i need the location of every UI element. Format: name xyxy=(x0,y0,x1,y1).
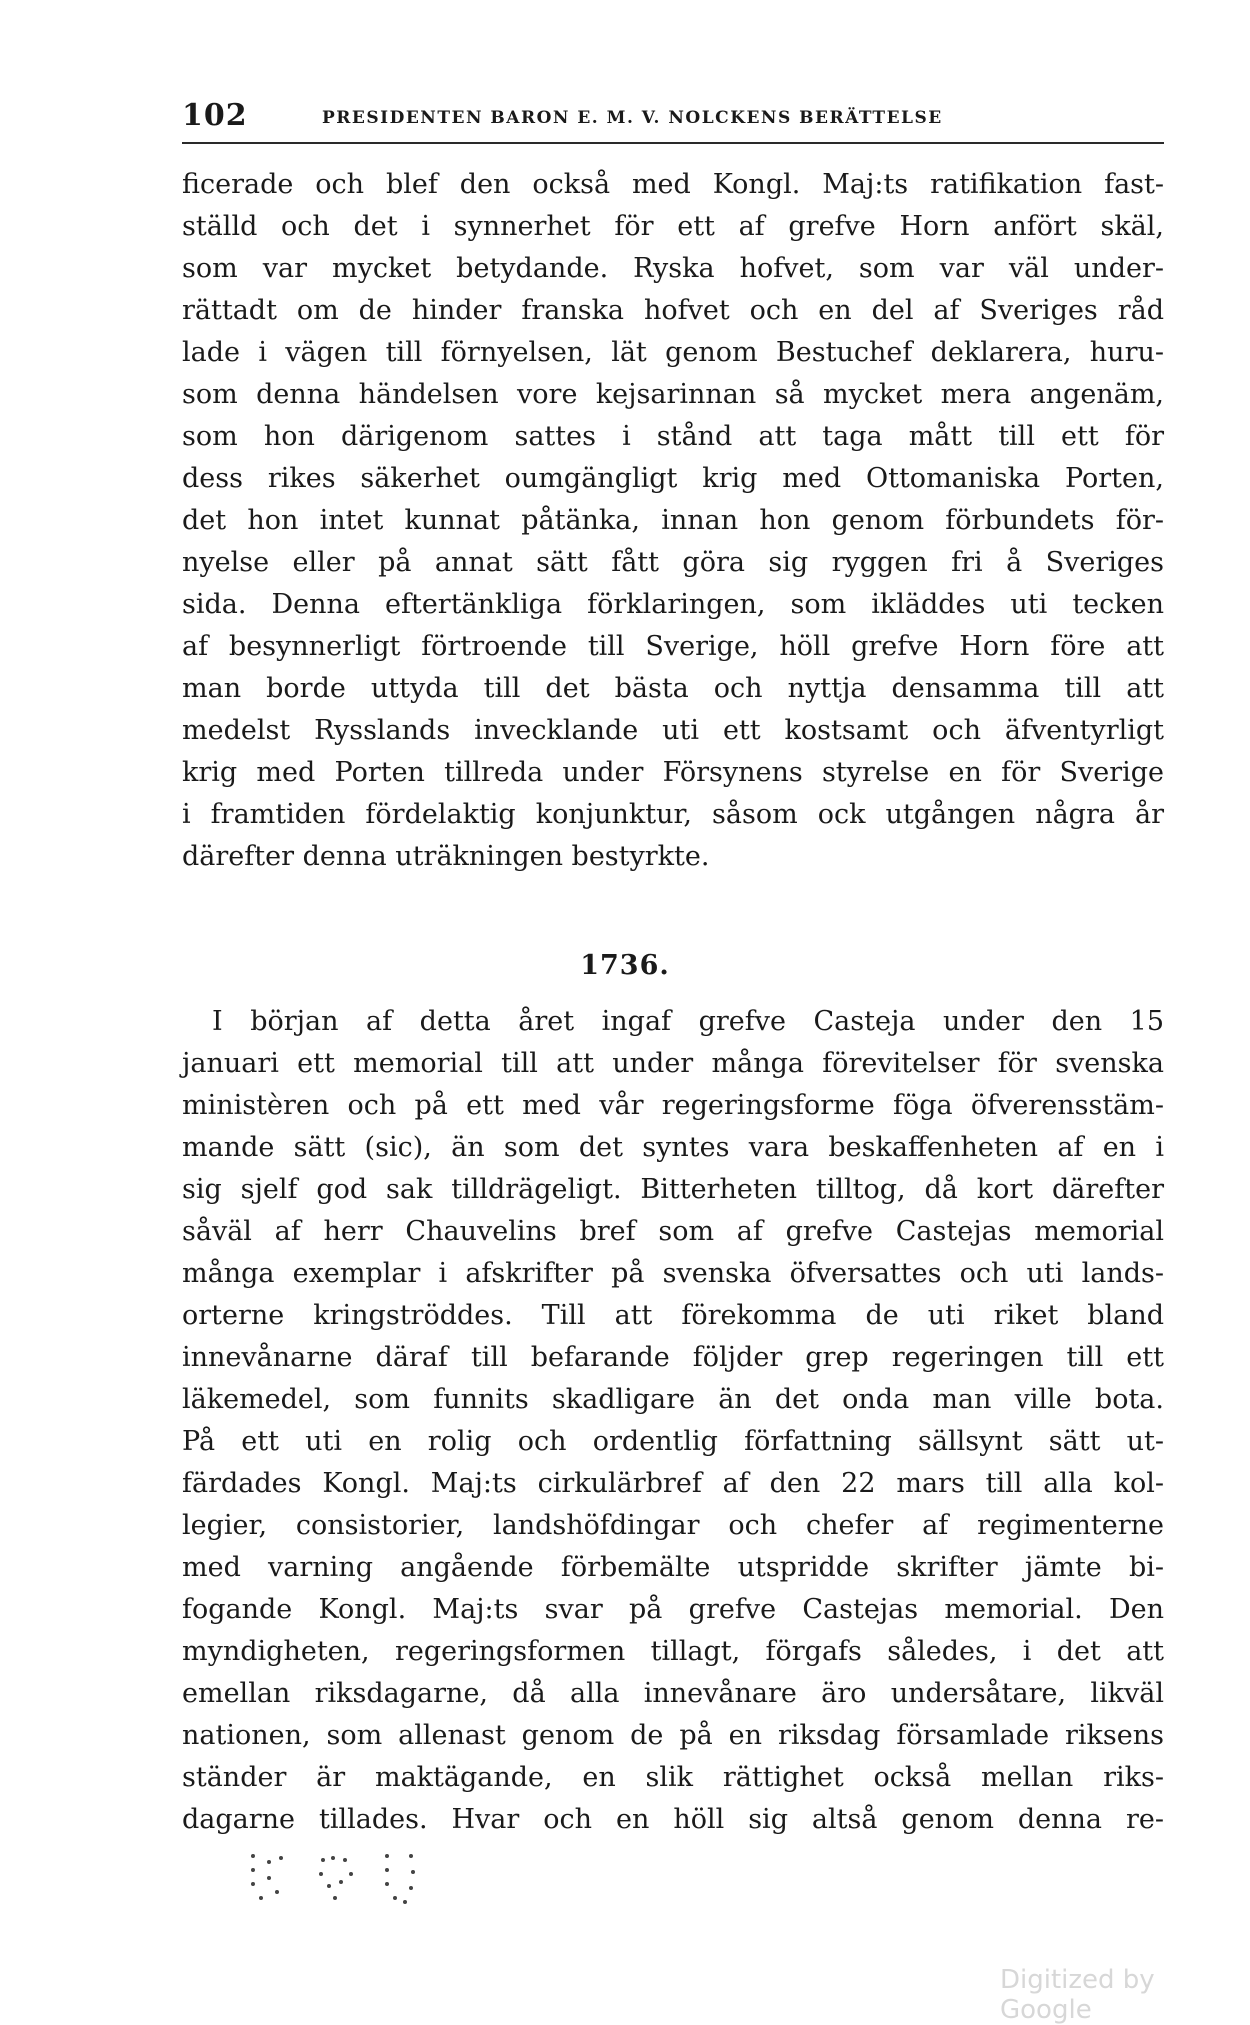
text-line: legier, consistorier, landshöfdingar och chefer af regimenterne xyxy=(182,1510,1164,1541)
text-line: lade i vägen till förnyelsen, lät genom Bestuchef deklarera, huru- xyxy=(182,337,1164,368)
text-line: krig med Porten tillreda under Försynens styrelse en för Sverige xyxy=(182,757,1164,788)
text-line: med varning angående förbemälte utspridde skrifter jämte bi- xyxy=(182,1552,1164,1583)
text-line: I början af detta året ingaf grefve Casteja under den 15 xyxy=(212,1006,1164,1037)
text-line: ministèren och på ett med vår regeringsforme föga öfverensstäm- xyxy=(182,1090,1164,1121)
text-line: därefter denna uträkningen bestyrkte. xyxy=(182,841,710,872)
text-line: På ett uti en rolig och ordentlig författning sällsynt sätt ut- xyxy=(182,1426,1164,1457)
digitized-watermark: Digitized by Google xyxy=(1000,1965,1155,2025)
text-line: nationen, som allenast genom de på en riksdag församlade riksens xyxy=(182,1720,1164,1751)
text-line: rättadt om de hinder franska hofvet och en del af Sveriges råd xyxy=(182,295,1164,326)
text-line: innevånarne däraf till befarande följder grep regeringen till ett xyxy=(182,1342,1164,1373)
page-number: 102 xyxy=(182,98,248,133)
text-line: som denna händelsen vore kejsarinnan så mycket mera angenäm, xyxy=(182,379,1164,410)
text-line: man borde uttyda till det bästa och nyttja densamma till att xyxy=(182,673,1164,704)
section-year-heading: 1736. xyxy=(580,950,670,981)
text-line: ställd och det i synnerhet för ett af grefve Horn anfört skäl, xyxy=(182,211,1164,242)
text-line: som var mycket betydande. Ryska hofvet, som var väl under- xyxy=(182,253,1164,284)
text-line: orterne kringströddes. Till att förekomma de uti riket bland xyxy=(182,1300,1164,1331)
text-line: af besynnerligt förtroende till Sverige, höll grefve Horn före att xyxy=(182,631,1164,662)
text-line: i framtiden fördelaktig konjunktur, såsom ock utgången några år xyxy=(182,799,1164,830)
text-line: läkemedel, som funnits skadligare än det onda man ville bota. xyxy=(182,1384,1164,1415)
text-line: myndigheten, regeringsformen tillagt, förgafs således, i det att xyxy=(182,1636,1164,1667)
text-line: sida. Denna eftertänkliga förklaringen, som ikläddes uti tecken xyxy=(182,589,1164,620)
text-line: mande sätt (sic), än som det syntes vara beskaffenheten af en i xyxy=(182,1132,1164,1163)
text-line: fogande Kongl. Maj:ts svar på grefve Castejas memorial. Den xyxy=(182,1594,1164,1625)
text-line: många exemplar i afskrifter på svenska öfversattes och uti lands- xyxy=(182,1258,1164,1289)
running-head: PRESIDENTEN BARON E. M. V. NOLCKENS BERÄTTELSE xyxy=(322,108,943,128)
text-line: medelst Rysslands invecklande uti ett kostsamt och äfventyrligt xyxy=(182,715,1164,746)
text-line: januari ett memorial till att under många förevitelser för svenska xyxy=(182,1048,1164,1079)
text-line: sig sjelf god sak tilldrägeligt. Bitterheten tilltog, då kort därefter xyxy=(182,1174,1164,1205)
perforation-stamp-icon xyxy=(245,1850,455,1914)
text-line: ständer är maktägande, en slik rättighet också mellan riks- xyxy=(182,1762,1164,1793)
text-line: nyelse eller på annat sätt fått göra sig ryggen fri å Sveriges xyxy=(182,547,1164,578)
text-line: ficerade och blef den också med Kongl. Maj:ts ratifikation fast- xyxy=(182,169,1164,200)
text-line: emellan riksdagarne, då alla innevånare äro undersåtare, likväl xyxy=(182,1678,1164,1709)
text-line: dagarne tillades. Hvar och en höll sig altså genom denna re- xyxy=(182,1804,1164,1835)
text-line: som hon därigenom sattes i stånd att taga mått till ett för xyxy=(182,421,1164,452)
header-rule xyxy=(182,142,1164,144)
text-line: färdades Kongl. Maj:ts cirkulärbref af den 22 mars till alla kol- xyxy=(182,1468,1164,1499)
text-line: det hon intet kunnat påtänka, innan hon genom förbundets för- xyxy=(182,505,1164,536)
text-line: såväl af herr Chauvelins bref som af grefve Castejas memorial xyxy=(182,1216,1164,1247)
text-line: dess rikes säkerhet oumgängligt krig med Ottomaniska Porten, xyxy=(182,463,1164,494)
